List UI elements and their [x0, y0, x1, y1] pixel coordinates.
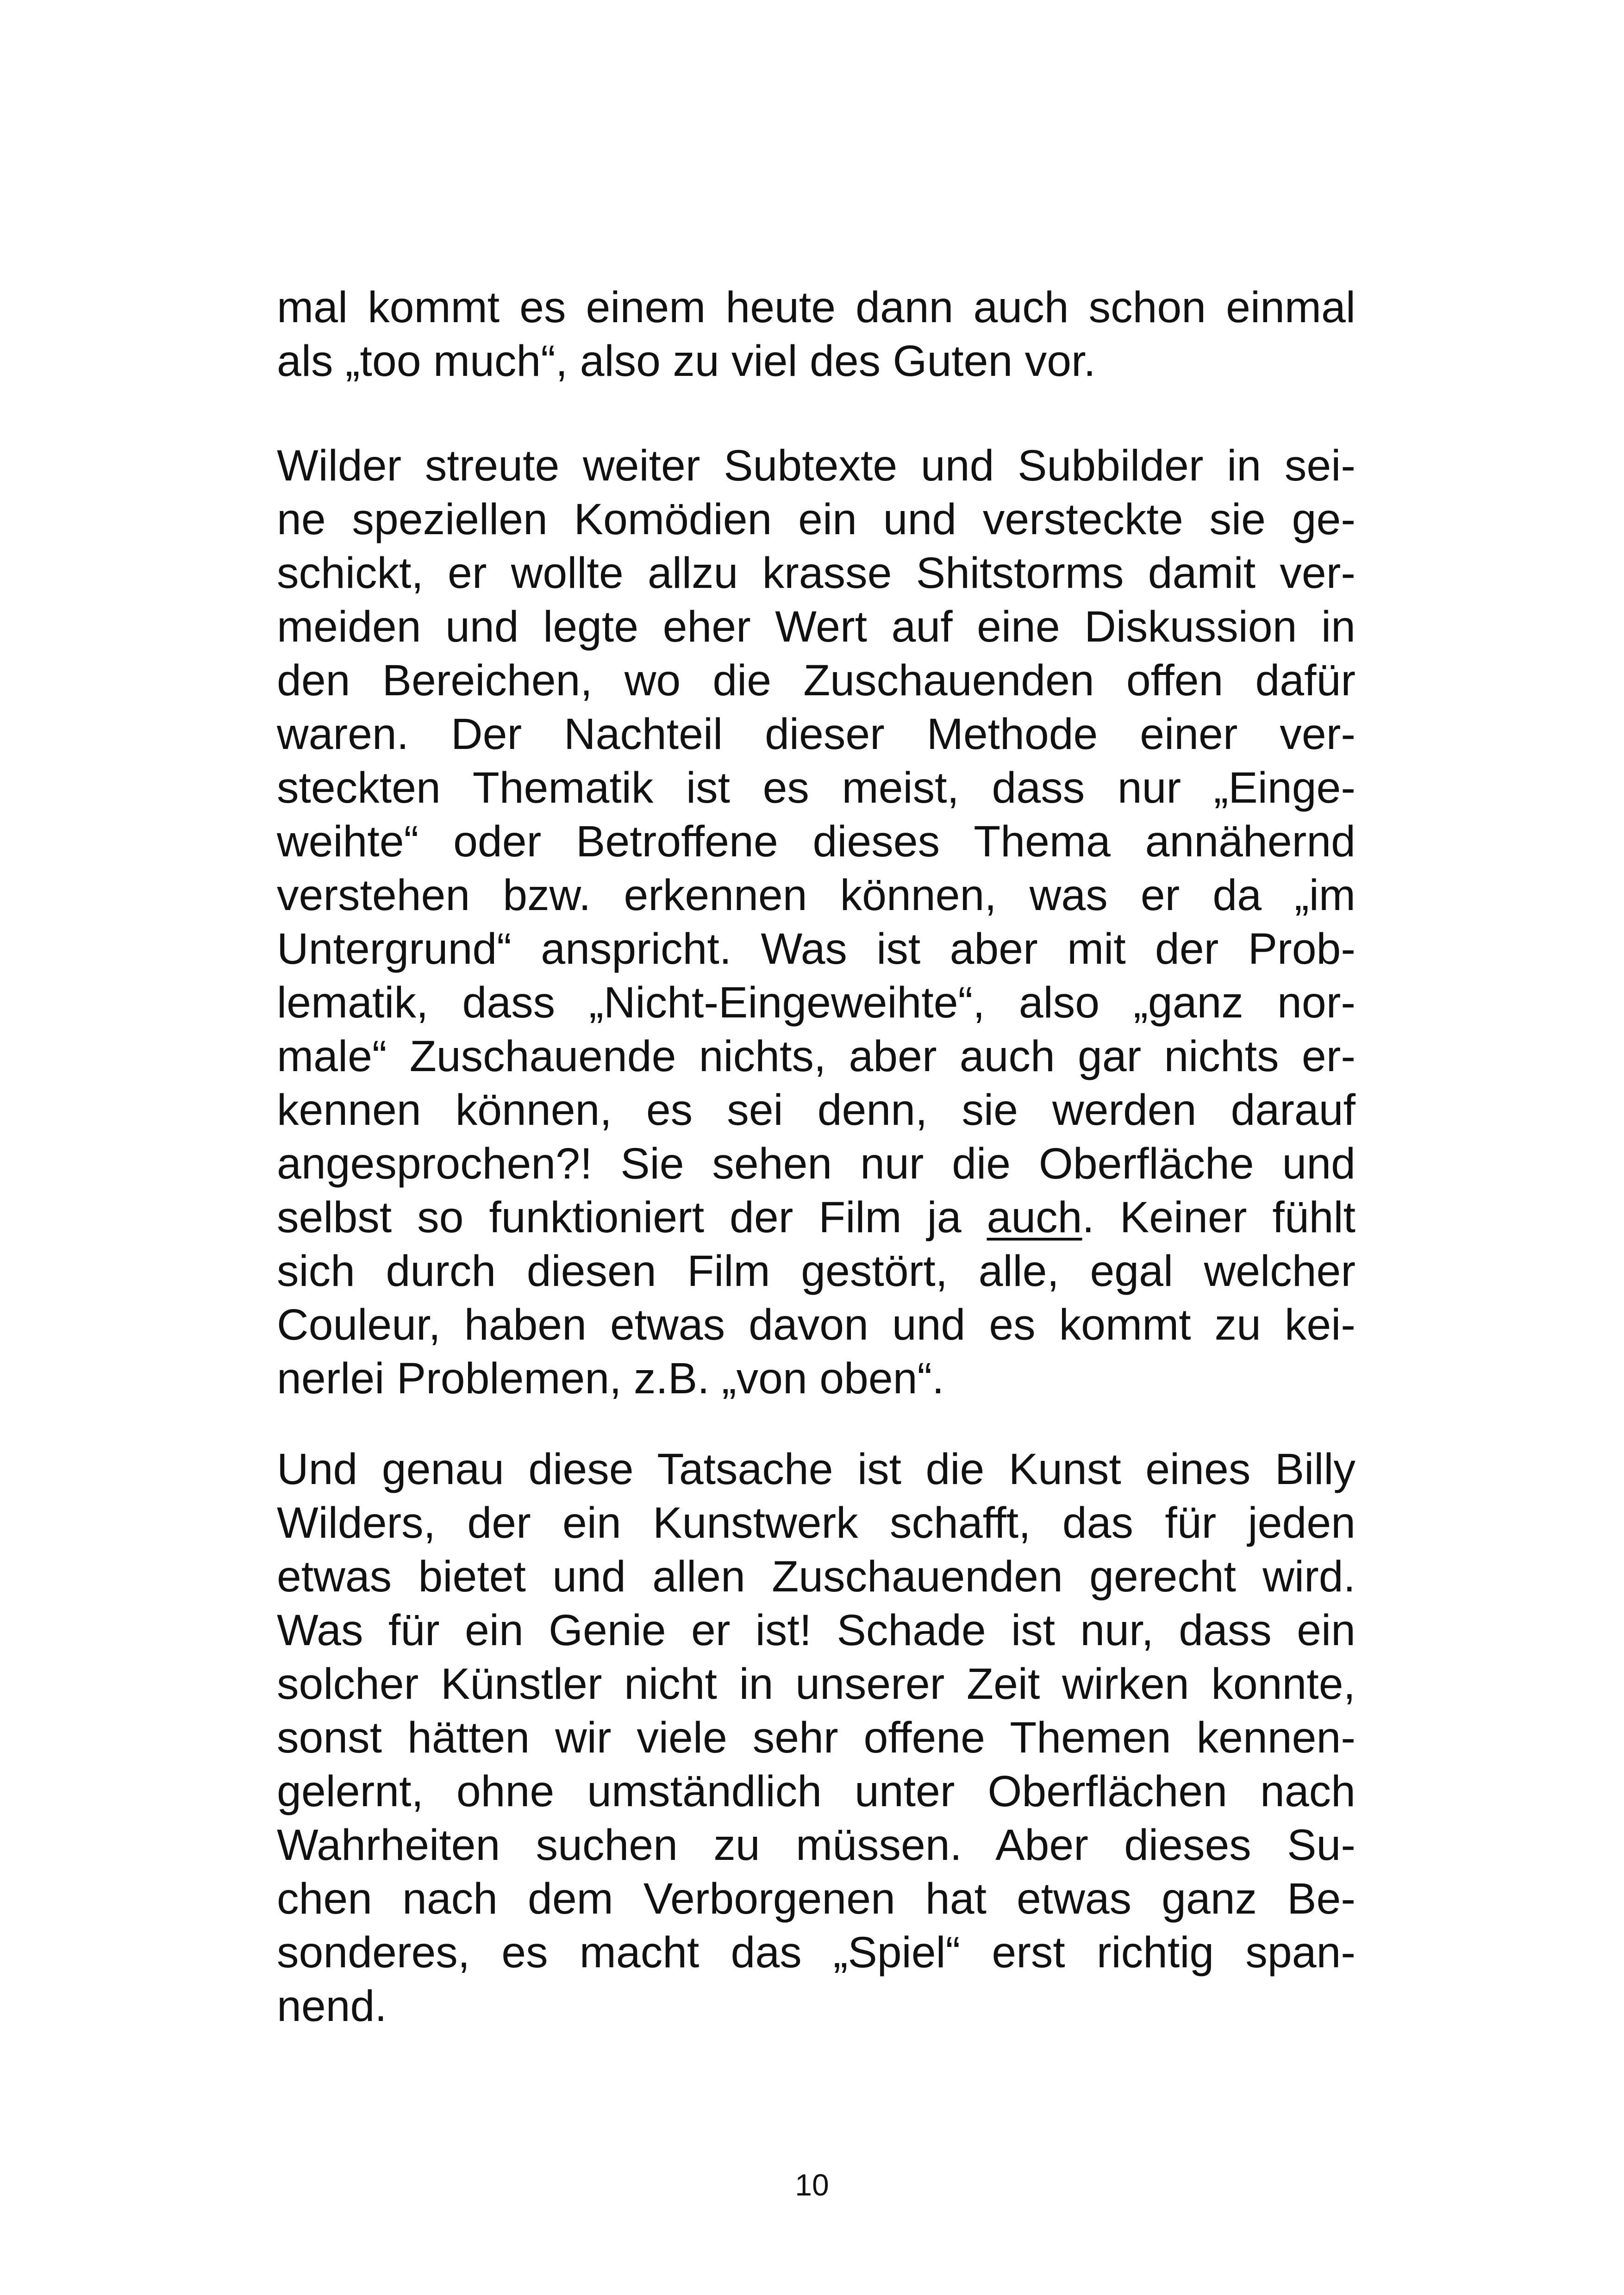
text-line: Und genau diese Tatsache ist die Kunst eines Billy — [277, 1445, 1355, 1494]
text-line: solcher Künstler nicht in unserer Zeit wirken konnte, — [277, 1659, 1355, 1709]
paragraph-3 — [277, 1442, 1355, 2033]
text-line: verstehen bzw. erkennen können, was er da „im — [277, 871, 1355, 920]
text-line: nend. — [277, 1982, 387, 2031]
text-line: Wilders, der ein Kunstwerk schafft, das für jeden — [277, 1498, 1355, 1547]
text-line: kennen können, es sei denn, sie werden darauf — [277, 1085, 1355, 1135]
page-number: 10 — [795, 2168, 829, 2202]
text-fragment: selbst so funktioniert der Film ja — [277, 1193, 987, 1242]
text-line: Couleur, haben etwas davon und es kommt zu kei- — [277, 1300, 1355, 1349]
text-line: mal kommt es einem heute dann auch schon einmal — [277, 283, 1355, 332]
text-line: Wahrheiten suchen zu müssen. Aber dieses Su- — [277, 1821, 1355, 1870]
underlined-word: auch — [987, 1193, 1082, 1242]
text-line: den Bereichen, wo die Zuschauenden offen dafür — [277, 656, 1355, 705]
text-line: waren. Der Nachteil dieser Methode einer ver- — [277, 710, 1355, 759]
text-line: sich durch diesen Film gestört, alle, egal welcher — [277, 1247, 1355, 1296]
text-line: ne speziellen Komödien ein und versteckte sie ge- — [277, 495, 1355, 544]
text-line: weihte“ oder Betroffene dieses Thema annähernd — [277, 817, 1355, 866]
text-line: sonst hätten wir viele sehr offene Themen kennen- — [277, 1713, 1355, 1762]
text-line-with-underline — [277, 1191, 1355, 1244]
text-line: steckten Thematik ist es meist, dass nur „Einge- — [277, 763, 1355, 812]
text-line: Was für ein Genie er ist! Schade ist nur, dass ein — [277, 1606, 1355, 1655]
text-line: als „too much“, also zu viel des Guten vor. — [277, 337, 1096, 386]
text-fragment: . Keiner fühlt — [1082, 1193, 1355, 1242]
text-line: male“ Zuschauende nichts, aber auch gar nichts er- — [277, 1032, 1355, 1081]
paragraph-1 — [277, 281, 1355, 388]
text-line: Wilder streute weiter Subtexte und Subbilder in sei- — [277, 441, 1355, 490]
text-line: etwas bietet und allen Zuschauenden gerecht wird. — [277, 1552, 1355, 1601]
text-line: Untergrund“ anspricht. Was ist aber mit der Prob- — [277, 924, 1355, 973]
text-line: angesprochen?! Sie sehen nur die Oberfläche und — [277, 1139, 1355, 1188]
paragraph-2 — [277, 439, 1355, 1405]
text-line: schickt, er wollte allzu krasse Shitstorms damit ver- — [277, 549, 1355, 598]
text-line: chen nach dem Verborgenen hat etwas ganz Be- — [277, 1874, 1355, 1923]
text-line: lematik, dass „Nicht-Eingeweihte“, also „ganz nor- — [277, 978, 1355, 1027]
text-line: nerlei Problemen, z.B. „von oben“. — [277, 1354, 944, 1403]
text-line: gelernt, ohne umständlich unter Oberflächen nach — [277, 1767, 1355, 1816]
text-line: meiden und legte eher Wert auf eine Diskussion in — [277, 602, 1355, 651]
text-line: sonderes, es macht das „Spiel“ erst richtig span- — [277, 1928, 1355, 1977]
